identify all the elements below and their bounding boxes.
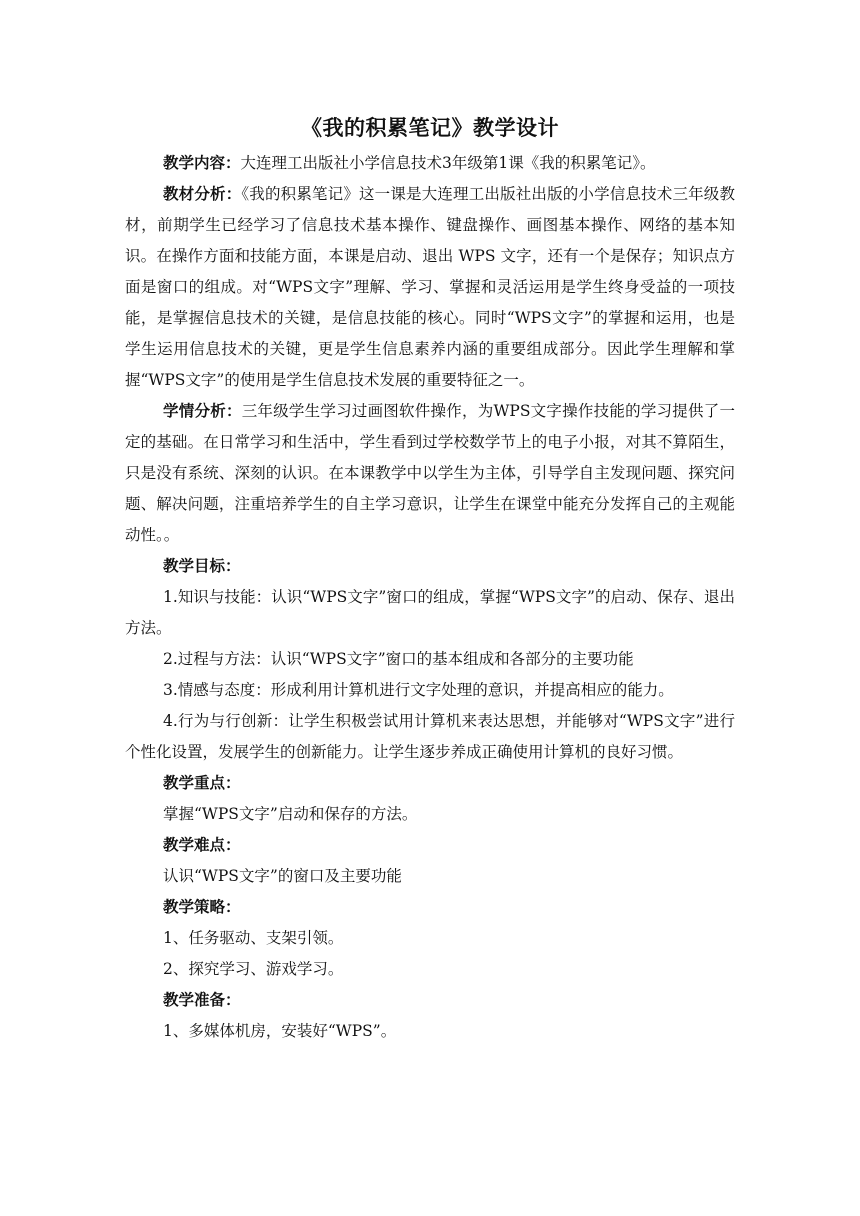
material-analysis-paragraph — [125, 179, 735, 396]
document-title: 《我的积累笔记》教学设计 — [301, 116, 559, 140]
prep-heading: 教学准备： — [163, 991, 241, 1009]
goal-item: 3.情感与态度：形成利用计算机进行文字处理的意识，并提高相应的能力。 — [163, 681, 674, 699]
teaching-content-paragraph — [125, 148, 735, 179]
difficulty-heading: 教学难点： — [163, 836, 241, 854]
strategy-heading: 教学策略： — [163, 898, 241, 916]
prep-item: 1、多媒体机房，安装好“WPS”。 — [163, 1022, 397, 1040]
document-body — [125, 112, 735, 1047]
key-point-text: 掌握“WPS文字”启动和保存的方法。 — [163, 805, 418, 823]
teaching-content-label: 教学内容： — [163, 154, 241, 172]
difficulty-text: 认识“WPS文字”的窗口及主要功能 — [163, 867, 402, 885]
material-analysis-label: 教材分析： — [163, 185, 242, 203]
strategy-item: 1、任务驱动、支架引领。 — [163, 929, 344, 947]
teaching-content-text: 大连理工出版社小学信息技术3年级第1课《我的积累笔记》。 — [240, 154, 656, 172]
student-analysis-text: 三年级学生学习过画图软件操作，为WPS文字操作技能的学习提供了一定的基础。在日常学习和生活中，学生看到过学校数学节上的电子小报，对其不算陌生，只是没有系统、深刻的认识。在本课教学中以学生为主体，引导学自主发现问题、探究问题、解决问题，注重培养学生的自主学习意识，让学生在课堂中能充分发挥自己的主观能动性。。 — [125, 402, 735, 544]
student-analysis-label: 学情分析： — [163, 402, 242, 420]
student-analysis-paragraph — [125, 396, 735, 551]
strategy-item: 2、探究学习、游戏学习。 — [163, 960, 344, 978]
goal-item: 2.过程与方法：认识“WPS文字”窗口的基本组成和各部分的主要功能 — [163, 650, 634, 668]
goals-heading: 教学目标： — [163, 557, 241, 575]
goal-item: 4.行为与行创新：让学生积极尝试用计算机来表达思想，并能够对“WPS文字”进行个性化设置，发展学生的创新能力。让学生逐步养成正确使用计算机的良好习惯。 — [125, 712, 735, 761]
material-analysis-text: 《我的积累笔记》这一课是大连理工出版社出版的小学信息技术三年级教材，前期学生已经学习了信息技术基本操作、键盘操作、画图基本操作、网络的基本知识。在操作方面和技能方面，本课是启动、退出 WPS 文字，还有一个是保存；知识点方面是窗口的组成。对“WPS文字”理解、学习、掌握和灵活运用是学生终身受益的一项技能，是掌握信息技术的关键，是信息技能的核心。同时“WPS文字”的掌握和运用，也是学生运用信息技术的关键，更是学生信息素养内涵的重要组成部分。因此学生理解和掌握“WPS文字”的使用是学生信息技术发展的重要特征之一。 — [125, 185, 735, 389]
key-point-heading: 教学重点： — [163, 774, 241, 792]
goal-item: 1.知识与技能：认识“WPS文字”窗口的组成，掌握“WPS文字”的启动、保存、退出方法。 — [125, 588, 735, 637]
